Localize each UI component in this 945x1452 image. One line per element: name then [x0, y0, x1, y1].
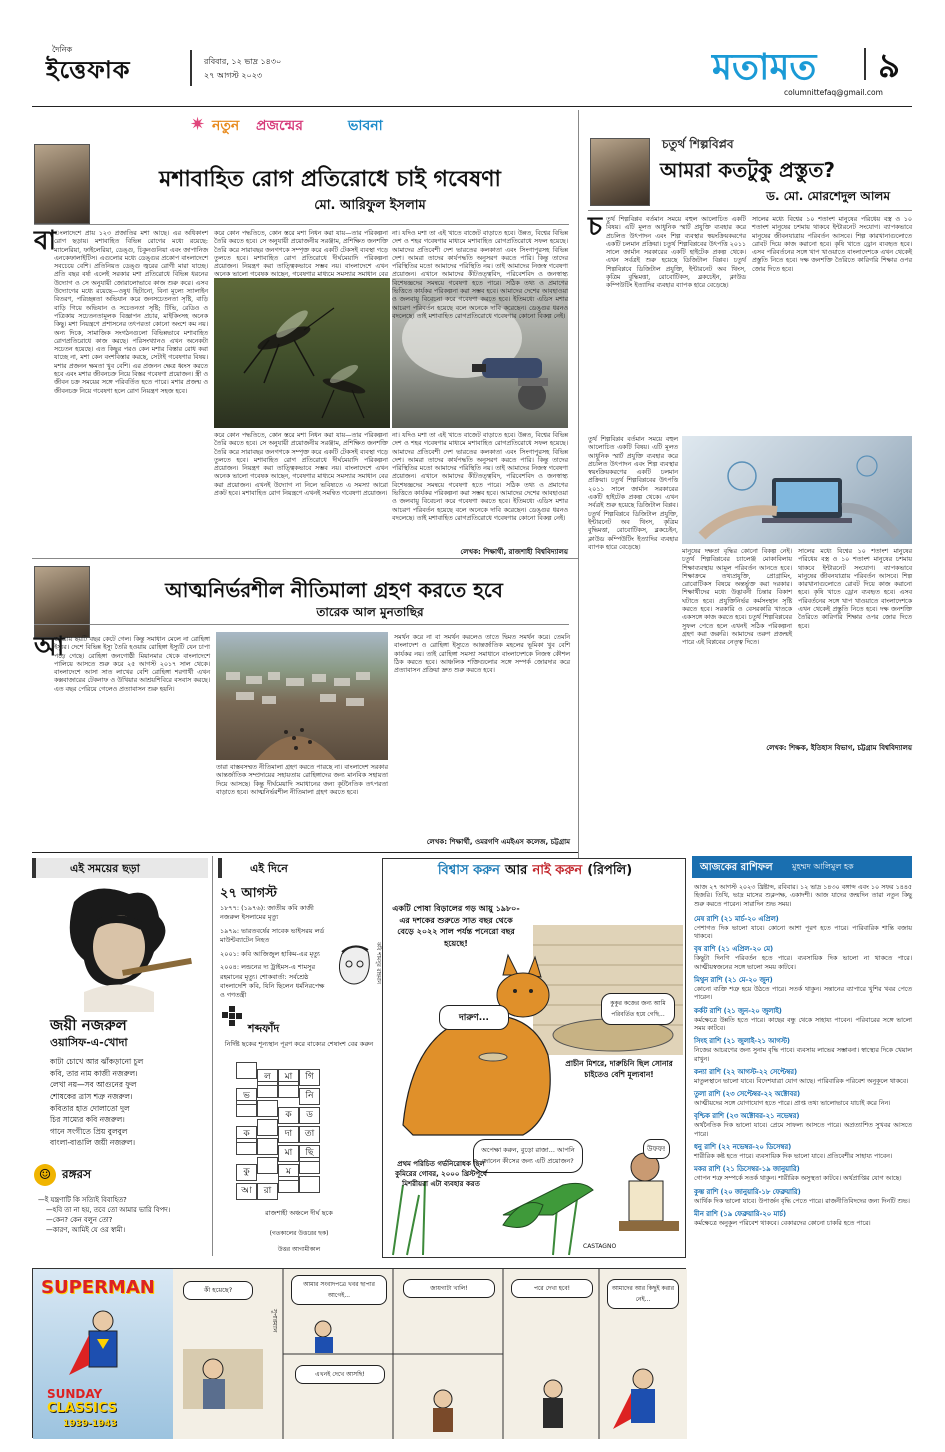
rashi-text: অর্থনৈতিক দিক ভালো যাবে। প্রেমে সাফল্য আসতে পারে। অপ্রত্যাশিত সুখবর আসতে পারে। — [694, 1122, 912, 1138]
issue-date-bn: রবিবার, ১২ ভাদ্র ১৪৩০ — [204, 57, 282, 66]
puzzle-cell[interactable]: ছি — [299, 1145, 320, 1162]
rashi-name: মিথুন রাশি (২১ মে-২০ জুন) — [694, 976, 773, 985]
rashifal-header — [692, 856, 912, 878]
ripley-title-c: নাই করুন — [532, 863, 583, 878]
word-puzzle-instruction: নির্দিষ্ট ছকের শূন্যস্থান পূরণ করে বাক্যের শেষাংশ বের করুন — [224, 1040, 374, 1048]
article1-title[interactable]: মশাবাহিত রোগ প্রতিরোধে চাই গবেষণা — [159, 167, 501, 192]
chhara-header — [32, 858, 208, 878]
article2-author: ড. মো. মোরশেদুল আলম — [766, 189, 890, 203]
tech-hands-photo — [682, 436, 912, 544]
article2-kicker: চতুর্থ শিল্পবিপ্লব — [662, 137, 734, 151]
rashi-text: পেশাগত দিক ভালো যাবে। কোনো আশা পূরণ হতে পারে। পারিবারিক শান্তি বজায় থাকবে। — [694, 924, 912, 941]
event-item: ২০০৪: লন্ডনের দ্য ট্রাইমস-এ শামসুর রহমানের মৃত্যু। শোকবার্তা: সর্বশ্রেষ্ঠ বাংলাদেশি কবি, যিনি ছিলেন ধর্মনিরপেক্ষ ও গণতন্ত্রী — [220, 963, 325, 1000]
rashi-name: মীন রাশি (১৯ ফেব্রুয়ারি-২০ মার্চ) — [694, 1209, 787, 1218]
superman-bubble-4: জায়গাটা খালি! — [403, 1279, 495, 1298]
rashi-name: বৃষ রাশি (২১ এপ্রিল-২০ মে) — [694, 945, 774, 954]
rashifal-author: মুহম্মদ আলিমুল হক — [792, 862, 854, 871]
superman-subtitle-b: CLASSICS — [47, 1401, 118, 1416]
word-puzzle-answer-note: উত্তর আগামীকাল — [277, 1246, 321, 1253]
article2-title[interactable]: আমরা কতটুকু প্রস্তুত? — [660, 158, 835, 182]
ei-dine-header — [218, 858, 374, 878]
rashi-name: কন্যা রাশি (২২ আগস্ট-২২ সেপ্টেম্বর) — [694, 1067, 798, 1076]
superman-credit: সুপারম্যান — [271, 1309, 278, 1333]
word-puzzle-prev: (গতকালের উত্তরের ছক) — [269, 1230, 329, 1237]
ripley-panel-3: প্রথম পরিচিত গর্ভনিরোধক ছিল কুমিরের গোবর, ২০০০ খ্রিস্টপূর্বে মিশরীয়রা এটা ব্যবহার করত — [395, 1160, 487, 1189]
author-photo-arif — [34, 144, 90, 224]
rashi-name: বৃশ্চিক রাশি (২৩ অক্টোবর-২১ নভেম্বর) — [694, 1112, 800, 1121]
event-item: ১৮৭৭: (১৯৭৬): জাতীয় কবি কাজী নজরুল ইসলামের মৃত্যু — [220, 904, 314, 922]
joke-line: —কেন? কেন বলুন তো? — [46, 1215, 113, 1224]
article2-col2: সালের মধ্যে বিশ্বের ১০ শতাংশ মানুষের পরিধেয় বস্ত্র ও ১০ শতাংশ মানুষের চশমায় থাকবে ইন্টারনেট সংযোগ। ব্যাপকভাবে মানুষের জীবনযাত্রায় পরিবর্তন আসবে। শিল্প কারখানাগুলোতে রোবট দিয়ে কাজ করানো হবে। কৃষি খাতে ড্রোন ব্যবহৃত হবে। এসব পরিবর্তনের সঙ্গে খাপ খাওয়াতে বাংলাদেশকে এখন থেকেই প্রস্তুতি নিতে হবে। দক্ষ জনশক্তি তৈরিতে কারিগরি শিক্ষার ওপর জোর দিতে হবে। — [752, 216, 912, 273]
rashi-name: মেষ রাশি (২১ মার্চ-২০ এপ্রিল) — [694, 914, 779, 923]
ei-dine-title: এই দিনে — [250, 862, 288, 875]
people-icon: ✷ — [190, 114, 206, 135]
puzzle-cell[interactable]: নি — [299, 1088, 320, 1105]
puzzle-cell[interactable]: ভ — [236, 1088, 257, 1105]
puzzle-cell[interactable]: ক — [236, 1126, 257, 1143]
chhara-section-title: এই সময়ের ছড়া — [70, 862, 140, 875]
superman-bubble-5: পরে দেখা হবে! — [511, 1279, 593, 1298]
ripley-bubble-2: কুকুর কজের জন্য আমি পরিবর্তিত হয়ে গেছি... — [601, 993, 675, 1025]
article3-rule — [34, 624, 569, 625]
masthead-divider — [190, 50, 192, 86]
article3-signature: লেখক: শিক্ষার্থী, ওমরগণি এমইএস কলেজ, চট্টগ্রাম — [426, 838, 570, 846]
poem-line: কবিতার হাত দোলাতো দুল — [50, 1103, 130, 1113]
rashifal-list — [694, 884, 912, 1444]
article1-col3-bottom: না। যদিও মশা তা এই খাতে বাজেট বাড়াতে হবে। উন্নত, বিশ্বের বিভিন্ন দেশ ও শহর গবেষণার মাধ্যমে মশাবাহিত রোগপ্রতিরোধে সফল হয়েছে। আমাদের প্রতিবেশী দেশ ভারতের কলকাতা এবং সিংগাপুরসহ বিভিন্ন দেশ। আমরা তাদের কার্যপদ্ধতি অনুসরণ করতে পারি। কিন্তু তাদের পরিস্থিতির মতো আমাদের পরিস্থিতি নয়। তাই আমাদের নিজস্ব গবেষণা প্রয়োজন। এখানে আমাদের কীটতত্ত্ববিদ, পরিবেশবিদ ও জনস্বাস্থ্য বিশেষজ্ঞদের সমন্বয়ে গবেষণা হতে পারে। সঠিক তথ্য ও প্রমাণের ভিত্তিতে কার্যকর পরিকল্পনা করা সম্ভব হবে। আমাদের দেশের আবহাওয়া ও জলবায়ু বিবেচনা করে গবেষণা করতে হবে। ইতিমধ্যে এডিস মশার আচরণ পরিবর্তন হয়েছে বলে অনেকে দাবি করেছেন। ডেঙ্গুর ধরনও বদলেছে। তাই মশাবাহিত রোগপ্রতিরোধে গবেষণার কোনো বিকল্প নেই। — [392, 432, 568, 522]
rashi-name: মকর রাশি (২১ ডিসেম্বর-১৯ জানুয়ারি) — [694, 1165, 800, 1174]
puzzle-row — [236, 1119, 336, 1138]
article3-col1: জ প্রায় ছয়টি বছর কেটে গেল। কিন্তু সমাধান মেলে না রোহিঙ্গা ইস্যুর। দেশে বিভিন্ন ইস্যু তৈরি হওয়ায় রোহিঙ্গা ইস্যুটি যেন চাপা পড়ে গেছে। রোহিঙ্গা জনগোষ্ঠী মিয়ানমার থেকে বাংলাদেশে পালিয়ে আসতে শুরু করে ২৫ আগস্ট ২০১৭ সাল থেকে। বাংলাদেশে আসা সাত লাখের বেশি রোহিঙ্গা শরণার্থী এখন কক্সবাজারের টেকনাফ ও উখিয়ার আশ্রয়শিবিরে বসবাস করছে। এত বছর পেরিয়ে গেলেও প্রত্যাবাসন শুরু হয়নি। — [54, 636, 210, 693]
puzzle-cell[interactable] — [257, 1138, 278, 1155]
column-email[interactable]: columnittefaq@gmail.com — [784, 88, 883, 97]
puzzle-icon — [222, 1006, 242, 1026]
rashifal-title: আজকের রাশিফল — [700, 862, 773, 873]
puzzle-row — [236, 1157, 336, 1176]
puzzle-row — [236, 1176, 336, 1195]
article2-col1: তুর্থ শিল্পবিপ্লব বর্তমান সময়ে বহুল আলোচিত একটি বিষয়। এটি মূলত আধুনিক স্মার্ট প্রযুক্তি ব্যবহার করে প্রচলিত উৎপাদন এবং শিল্প ব্যবস্থার স্বয়ংক্রিয়করণের একটি চলমান প্রক্রিয়া। চতুর্থ শিল্পবিপ্লবের উৎপত্তি ২০১১ সালে জার্মান সরকারের একটি হাইটেক প্রকল্প থেকে। এখন সর্বত্রই শুরু হয়েছে ডিজিটাল বিপ্লব। চতুর্থ শিল্পবিপ্লবে ডিজিটাল প্রযুক্তি, ইন্টারনেট অব থিংস, কৃত্রিম বুদ্ধিমত্তা, রোবোটিকস, ব্লকচেইন, ক্লাউড কম্পিউটিং ইত্যাদির ব্যবহার ব্যাপক হারে বেড়েছে। — [606, 216, 746, 290]
puzzle-cell[interactable] — [257, 1081, 278, 1098]
article2-col4: সালের মধ্যে বিশ্বের ১০ শতাংশ মানুষের পরিধেয় বস্ত্র ও ১০ শতাংশ মানুষের চশমায় থাকবে ইন্টারনেট সংযোগ। ব্যাপকভাবে মানুষের জীবনযাত্রায় পরিবর্তন আসবে। শিল্প কারখানাগুলোতে রোবট দিয়ে কাজ করানো হবে। কৃষি খাতে ড্রোন ব্যবহৃত হবে। এসব পরিবর্তনের সঙ্গে খাপ খাওয়াতে বাংলাদেশকে এখন থেকেই প্রস্তুতি নিতে হবে। দক্ষ জনশক্তি তৈরিতে কারিগরি শিক্ষার ওপর জোর দিতে হবে। — [798, 548, 912, 630]
banner-text-a: নতুন — [212, 118, 240, 134]
puzzle-cell[interactable]: ক — [278, 1107, 299, 1124]
word-puzzle-hint: রাজশাহী অঞ্চলে দীর্ঘ ছকে — [265, 1209, 333, 1217]
ripley-bubble-3: অপেক্ষা করুন, বুড়ো রাজা... আপনি জানেন কীসের জন্য এটি প্রয়োজন? — [473, 1139, 583, 1173]
poem-line: লেখা নয়—সব আগুনের ফুল — [50, 1080, 137, 1090]
poem-line: চির সাম্যের কবি নজরুল। — [50, 1115, 125, 1125]
article3-dropcap: আ — [34, 632, 65, 662]
ripley-bubble-1: দারুণ... — [439, 1005, 509, 1030]
section-divider — [864, 48, 866, 80]
shamsur-sketch — [334, 940, 374, 992]
rashi-text: শারীরিক কষ্ট হতে পারে। ব্যবসায়িক দিক ভালো যাবে। প্রতিবেশীর সাহায্য পাবেন। — [694, 1153, 893, 1161]
rashi-text: কোনো ব্যক্তি শত্রু হয়ে উঠতে পারে। সতর্ক থাকুন। সন্তানের ব্যাপারে খুশির খবর পেতে পারেন। — [694, 986, 912, 1002]
joke-line: —কারণ, আমিই যে ওর স্বামী। — [46, 1225, 126, 1234]
author-photo-morshed — [590, 138, 650, 206]
puzzle-cell[interactable] — [236, 1062, 257, 1079]
paper-small-label: দৈনিক — [52, 45, 73, 54]
puzzle-cell[interactable] — [299, 1157, 320, 1174]
masthead — [32, 40, 912, 100]
rashi-name: তুলা রাশি (২৩ সেপ্টেম্বর-২২ অক্টোবর) — [694, 1090, 801, 1099]
puzzle-cell[interactable] — [257, 1119, 278, 1136]
superman-bubble-3: এখনই দেখে আসছি! — [295, 1365, 385, 1384]
article1-dropcap: বা — [34, 226, 57, 256]
rashi-text: মাতুলস্থানে ভালো যাবে। বিদেশযাত্রা যোগ আছে। পারিবারিক পরিবেশ অনুকূলে থাকবে। — [694, 1077, 909, 1085]
superman-years: 1939-1943 — [63, 1419, 117, 1429]
superman-bubble-1: কী হয়েছে? — [183, 1281, 253, 1300]
rashi-text: কর্মক্ষেত্রে অনুকূল পরিবেশ থাকবে। বেকারদের কোনো চাকরি হতে পারে। — [694, 1219, 871, 1227]
ripley-bubble-4: উফফ! — [643, 1139, 670, 1159]
rashi-name: সিংহ রাশি (২১ জুলাই-২১ আগস্ট) — [694, 1037, 790, 1046]
ripley-title-b: আর — [505, 863, 528, 878]
article2-dropcap: চ — [588, 212, 603, 242]
puzzle-cell[interactable]: রা — [257, 1183, 278, 1200]
ripley-title-d: (রিপলি) — [587, 863, 633, 878]
puzzle-cell[interactable]: মা — [278, 1145, 299, 1162]
issue-date-en: ২৭ আগস্ট ২০২৩ — [204, 71, 263, 80]
poem-lines — [50, 1056, 210, 1149]
rashi-name: কুম্ভ রাশি (২০ জানুয়ারি-১৮ ফেব্রুয়ারি) — [694, 1187, 801, 1196]
article1-col1: ংলাদেশে প্রায় ১২৩ প্রজাতির মশা আছে। এর অধিকাংশ রোগ ছড়ায়। মশাবাহিত বিভিন্ন রোগের মধ্যে রয়েছে: ম্যালেরিয়া, ফাইলেরিয়া, ডেঙ্গু, চিকুনগুনিয়া এবং জাপানিজ এনকেফালাইটিস। এগুলোর মধ্যে ডেঙ্গুর প্রকোপ বাংলাদেশে সবচেয়ে বেশি। প্রতিনিয়ত ডেঙ্গু জ্বরের রোগী মারা যাচ্ছে। প্রতি বছর বর্ষা এলেই সরকার মশা প্রতিরোধে বিভিন্ন ধরনের উদ্যোগ ও সে অনুযায়ী জোরালোভাবে কাজ শুরু করে। এসব উদ্যোগের মধ্যে রয়েছে—ওষুধ ছিটানো, বিনা মূল্যে স্যালাইন বিতরণ, পরিচ্ছন্নতা অভিযান করে জনসচেতনতা সৃষ্টি, বাড়ি বাড়ি গিয়ে অভিযান ও সচেতনতা সৃষ্টি; টিভি, রেডিও ও পত্রিকায় সচেতনতামূলক বিজ্ঞাপন প্রচার, মাইকিংসহ অনেক কিছু। মশা নিয়ন্ত্রণে প্রশাসনের তৎপরতা কোনো অংশে কম নয়। অন্য দিকে, সামাজিক সংগঠনগুলো বিভিন্নভাবে মশাবাহিত রোগপ্রতিরোধে কাজ করছে। পরিসংখ্যানও এখন অনেকটা সচেতন হয়েছে। এত কিছুর পরও কেন মশার বিস্তার রোধ করা যাচ্ছে না, মশা কেন বংশবিস্তার করছে, সেটাই গবেষণার বিষয়। মশার প্রজনন ক্ষমতা খুব বেশি। এর প্রজনন ক্ষেত্র ধ্বংস করতে হবে এবং মশার জীবনচক্র নিয়ে বিস্তর গবেষণা প্রয়োজন। স্ত্রী ও জীবন চক্র সময়ের সঙ্গে পরিবর্তিত হতে পারে। মশার প্রজন্ম ও জীবনচক্র নিয়ে গবেষণা হলে রোগ নিয়ন্ত্রণ সহজ হবে। — [54, 230, 208, 395]
puzzle-row — [236, 1062, 336, 1081]
ripley-credit: CASTAGNO — [583, 1243, 617, 1250]
shamsur-caption: কবি শামসুর রাহমান — [375, 942, 381, 984]
poem-line: কাটা চোখে আর ঝাঁকড়ানো চুল — [50, 1057, 144, 1066]
rashi-text: আর্থিক দিক ভালো যাবে। উপার্জন বৃদ্ধি পেতে পারে। রাজনীতিবিদদের জন্য দিনটি শুভ। — [694, 1197, 910, 1205]
article2-col3: মানুষের দক্ষতা বৃদ্ধির কোনো বিকল্প নেই। চতুর্থ শিল্পবিপ্লবের চ্যালেঞ্জ মোকাবিলায় শিক্ষাব্যবস্থায় আমূল পরিবর্তন আনতে হবে। শিক্ষাক্রমে তথ্যপ্রযুক্তি, প্রোগ্রামিং, রোবোটিকস বিষয়ে অন্তর্ভুক্ত করা দরকার। শিক্ষার্থীদের মধ্যে উদ্ভাবনী চিন্তার বিকাশ ঘটাতে হবে। প্রযুক্তিনির্ভর কর্মসংস্থান সৃষ্টি করতে হবে। সরকারি ও বেসরকারি খাতকে একসঙ্গে কাজ করতে হবে। চতুর্থ শিল্পবিপ্লবের সুফল পেতে হলে এখনই সঠিক পরিকল্পনা গ্রহণ করা জরুরি। আমাদের তরুণ প্রজন্মই পারে এই বিপ্লবের নেতৃত্ব দিতে। — [682, 548, 792, 647]
nazrul-portrait — [34, 882, 208, 1012]
superman-bubble-2: আমার সংবাদপত্রে খবর ছাপার আগেই... — [291, 1275, 387, 1305]
rashifal-intro: আজ ২৭ আগস্ট ২০২৩ খ্রিষ্টাব্দ, রবিবার। ১২ ভাদ্র ১৪৩০ বঙ্গাব্দ এবং ১০ সফর ১৪৪৫ হিজরি। তিথি, ভাদ্র মাসের শুক্লপক্ষ, একাদশী। আজ যাদের জন্মদিন তারা নতুন কিছু শুরু করতে পারেন। সারাদিন শুভ সময়। — [694, 884, 912, 908]
masthead-rule — [32, 106, 912, 107]
ei-dine-date: ২৭ আগস্ট — [220, 886, 277, 901]
joke-line: —ই যন্ত্রণাটি কি সত্যিই বিবাহিত? — [38, 1196, 127, 1204]
banner-text-c: ভাবনা — [348, 118, 383, 134]
column-divider-left — [212, 856, 213, 1256]
joke-line: —হবি তা না হয়, তবে তো আমার ভারি বিপদ। — [46, 1205, 171, 1214]
puzzle-cell[interactable]: দা — [278, 1126, 299, 1143]
puzzle-cell[interactable]: তা — [299, 1126, 320, 1143]
poem-line: বাংলা-বাঙালি জয়ী নজরুল। — [50, 1138, 136, 1148]
section-rule-2 — [32, 852, 578, 853]
page-number: ৯ — [878, 46, 901, 86]
article1-author: মো. আরিফুল ইসলাম — [314, 198, 426, 213]
newspaper-logo[interactable]: ইত্তেফাক — [46, 55, 131, 84]
rashi-text: কিছুটা দিনগি পরিবর্তন হতে পারে। ব্যবসায়িক দিক ভালো না থাকতে পারে। আত্মীয়স্বজনের সঙ্গে ভালো সময় কাটবে। — [694, 955, 912, 971]
puzzle-cell[interactable] — [257, 1100, 278, 1117]
puzzle-cell[interactable]: আ — [236, 1183, 257, 1200]
article3-col2: তারা বাস্তবসম্মত নীতিমালা গ্রহণ করতে পারছে না। বাংলাদেশ সরকার আন্তর্জাতিক সম্প্রদায়ের সহায়তায় রোহিঙ্গাদের জন্য মানবিক সহায়তা দিয়ে আসছে। কিন্তু দীর্ঘমেয়াদি সমাধানের জন্য কূটনৈতিক তৎপরতা বাড়াতে হবে। আত্মনির্ভরশীল নীতিমালা গ্রহণ করতে হবে। — [216, 764, 388, 796]
puzzle-cell[interactable]: কু — [236, 1164, 257, 1181]
poem-line: কবি, তার নাম কাজী নজরুল। — [50, 1068, 138, 1078]
puzzle-row — [236, 1138, 336, 1157]
ripley-panel-2: প্রাচীন মিশরে, দারুচিনি ছিল সোনার চাইতেও বেশি মূল্যবান! — [565, 1059, 673, 1079]
puzzle-cell[interactable]: গি — [299, 1069, 320, 1086]
puzzle-row — [236, 1081, 336, 1100]
rongorosh-lines — [38, 1196, 208, 1235]
ripley-title-bar — [383, 859, 687, 885]
event-item: ১৯৭৯: ভারতবর্ষের সাবেক ভাইসরয় লর্ড মাউন্টব্যাটেন নিহত — [220, 926, 325, 945]
youth-banner — [190, 112, 440, 140]
event-item: ২০০১: কবি আজিজুল হাকিম-এর মৃত্যু — [220, 949, 320, 958]
superman-subtitle-a: SUNDAY — [47, 1387, 103, 1401]
rashi-text: নিজের আচরণের জন্য সুনাম বৃদ্ধি পাবে। ব্যবসায় লাভের সম্ভাবনা। স্বাস্থ্যের দিকে খেয়াল রাখুন। — [694, 1047, 912, 1063]
poem-title: জয়ী নজরুল — [50, 1016, 127, 1034]
puzzle-cell[interactable] — [278, 1081, 299, 1098]
rashi-text: আত্মীয়দের সঙ্গে যোগাযোগ হতে পারে। প্রাপ্ত তথ্য ভালোভাবে যাচাই করে নিন। — [694, 1100, 891, 1108]
ripley-panel-1: একটি পোষা বিড়ালের গড় আয়ু ১৯৮০-এর দশকের শুরুতে সাত বছর থেকে বেড়ে ২০২২ সাল পর্যন্ত পনেরো বছর হয়েছে! — [392, 904, 520, 948]
section-rule-1 — [32, 558, 578, 559]
article1-col2-top: করে কোন পদ্ধতিতে, কোন স্তরে মশা নিধন করা যায়—তার পরিকল্পনা তৈরি করতে হবে। সে অনুযায়ী প্রয়োজনীয় সরঞ্জাম, প্রশিক্ষিত জনশক্তি তৈরি করে সারাবছর জনগণকে সম্পৃক্ত করে একটি টেকসই ব্যবস্থা গড়ে তুলতে হবে। মশাবাহিত রোগ প্রতিরোধে দীর্ঘমেয়াদি পরিকল্পনা প্রয়োজন। নিয়ন্ত্রণ করা তাত্ত্বিকভাবে সম্ভব নয়। বাংলাদেশে এখন অনেক ভালো গবেষক আছেন, গবেষণার মাধ্যমে সমস্যার সমাধান বের — [214, 230, 388, 279]
rashi-text: গোপন শত্রু সম্পর্কে সতর্ক থাকুন। শারীরিক অসুস্থতা কাটবে। অর্থপ্রাপ্তির যোগ আছে। — [694, 1175, 902, 1183]
poem-author: ওয়াসিফ-এ-খোদা — [50, 1036, 128, 1049]
puzzle-cell[interactable] — [278, 1176, 299, 1193]
article1-col3: না। যদিও মশা তা এই খাতে বাজেট বাড়াতে হবে। উন্নত, বিশ্বের বিভিন্ন দেশ ও শহর গবেষণার মাধ্যমে মশাবাহিত রোগপ্রতিরোধে সফল হয়েছে। আমাদের প্রতিবেশী দেশ ভারতের কলকাতা এবং সিংগাপুরসহ বিভিন্ন দেশ। আমরা তাদের কার্যপদ্ধতি অনুসরণ করতে পারি। কিন্তু তাদের পরিস্থিতির মতো আমাদের পরিস্থিতি নয়। তাই আমাদের নিজস্ব গবেষণা প্রয়োজন। এখানে আমাদের কীটতত্ত্ববিদ, পরিবেশবিদ ও জনস্বাস্থ্য বিশেষজ্ঞদের সমন্বয়ে গবেষণা হতে পারে। সঠিক তথ্য ও প্রমাণের ভিত্তিতে কার্যকর পরিকল্পনা করা সম্ভব হবে। আমাদের দেশের আবহাওয়া ও জলবায়ু বিবেচনা করে গবেষণা করতে হবে। ইতিমধ্যে এডিস মশার আচরণ পরিবর্তন হয়েছে বলে অনেকে দাবি করেছেন। ডেঙ্গুর ধরনও বদলেছে। তাই মশাবাহিত রোগপ্রতিরোধে গবেষণার কোনো বিকল্প নেই। — [392, 230, 568, 320]
rashi-name: কর্কট রাশি (২১ জুন-২০ জুলাই) — [694, 1006, 782, 1015]
puzzle-row — [236, 1100, 336, 1119]
theatre-mask-icon: ☺ — [34, 1164, 56, 1186]
ripley-title-a: বিশ্বাস করুন — [437, 863, 500, 878]
puzzle-cell[interactable] — [257, 1157, 278, 1174]
superman-bubble-6: আমাদের আর কিছুই করার নেই... — [607, 1279, 679, 1309]
superman-title-panel — [33, 1269, 173, 1439]
superman-logo: SUPERMAN — [41, 1277, 155, 1298]
puzzle-cell[interactable] — [299, 1176, 320, 1193]
article2-col1-cont: তুর্থ শিল্পবিপ্লব বর্তমান সময়ে বহুল আলোচিত একটি বিষয়। এটি মূলত আধুনিক স্মার্ট প্রযুক্তি ব্যবহার করে প্রচলিত উৎপাদন এবং শিল্প ব্যবস্থার স্বয়ংক্রিয়করণের একটি চলমান প্রক্রিয়া। চতুর্থ শিল্পবিপ্লবের উৎপত্তি ২০১১ সালে জার্মান সরকারের একটি হাইটেক প্রকল্প থেকে। এখন সর্বত্রই শুরু হয়েছে ডিজিটাল বিপ্লব। চতুর্থ শিল্পবিপ্লবে ডিজিটাল প্রযুক্তি, ইন্টারনেট অব থিংস, কৃত্রিম বুদ্ধিমত্তা, রোবোটিকস, ব্লকচেইন, ক্লাউড কম্পিউটিং ইত্যাদির ব্যবহার ব্যাপক হারে বেড়েছে। — [588, 436, 678, 551]
word-puzzle-title: শব্দফাঁদ — [248, 1022, 280, 1035]
article3-title[interactable]: আত্মনির্ভরশীল নীতিমালা গ্রহণ করতে হবে — [165, 578, 503, 602]
superman-strip — [32, 1268, 686, 1438]
superman-figure — [63, 1305, 143, 1385]
article2-signature: লেখক: শিক্ষক, ইতিহাস বিভাগ, চট্টগ্রাম বিশ্ববিদ্যালয় — [766, 744, 912, 752]
rashi-name: ধনু রাশি (২২ নভেম্বর-২০ ডিসেম্বর) — [694, 1143, 792, 1152]
poem-line: শোষকের ত্রাস শত্রু নজরুল। — [50, 1091, 133, 1101]
puzzle-cell[interactable]: মা — [278, 1069, 299, 1086]
article1-signature: লেখক: শিক্ষার্থী, রাজশাহী বিশ্ববিদ্যালয় — [460, 548, 568, 556]
article1-col2-bottom: করে কোন পদ্ধতিতে, কোন স্তরে মশা নিধন করা যায়—তার পরিকল্পনা তৈরি করতে হবে। সে অনুযায়ী প্রয়োজনীয় সরঞ্জাম, প্রশিক্ষিত জনশক্তি তৈরি করে সারাবছর জনগণকে সম্পৃক্ত করে একটি টেকসই ব্যবস্থা গড়ে তুলতে হবে। মশাবাহিত রোগ প্রতিরোধে দীর্ঘমেয়াদি পরিকল্পনা প্রয়োজন। নিয়ন্ত্রণ করা তাত্ত্বিকভাবে সম্ভব নয়। বাংলাদেশে এখন অনেক ভালো গবেষক আছেন, গবেষণার মাধ্যমে সমস্যার সমাধান বের করা প্রয়োজন। এখনই উদ্যোগ না নিলে ভবিষ্যতে এ সমস্যা আরো প্রকট হবে। মশাবাহিত রোগ নিয়ন্ত্রণে এখনই সমন্বিত গবেষণা প্রয়োজন। — [214, 432, 388, 498]
banner-text-b: প্রজন্মের — [256, 118, 303, 134]
article1-rule — [34, 224, 569, 225]
refugee-camp-photo — [216, 632, 388, 760]
rongorosh-title: রঙ্গরস — [62, 1167, 92, 1181]
article3-author: তারেক আল মুনতাছির — [316, 605, 424, 619]
poem-line: গানে সংগীতে প্রিয় বুলবুল — [50, 1126, 128, 1136]
rashi-text: কর্মক্ষেত্রে উন্নতি হতে পারে। কাছের বন্ধু থেকে সাহায্য পাবেন। পরিবারের সঙ্গে ভালো সময় কাটবে। — [694, 1016, 912, 1032]
puzzle-cell[interactable] — [236, 1138, 257, 1155]
article3-col3: সমর্থন করে না বা সমর্থন করলেও তাতে দ্বিমত সমর্থন করে। তেমনি বাংলাদেশ ও রোহিঙ্গা ইস্যুতে আন্তর্জাতিক মহলের ভূমিকা খুব বেশি কার্যকর নয়। তাই রোহিঙ্গা সমস্যা সমাধানে বাংলাদেশকে নিজস্ব কৌশল ঠিক করতে হবে। আঞ্চলিক শক্তিগুলোর সঙ্গে সম্পর্ক জোরদার করে প্রত্যাবাসন প্রক্রিয়া দ্রুত শুরু করতে হবে। — [394, 634, 570, 675]
mosquito-photo — [214, 278, 390, 428]
section-title: মতামত — [712, 47, 817, 88]
ei-dine-events — [220, 904, 330, 1001]
article2-rule — [588, 210, 912, 211]
word-puzzle-grid[interactable] — [236, 1062, 336, 1195]
ripley-box — [382, 858, 686, 1258]
author-photo-tarek — [34, 566, 90, 638]
puzzle-cell[interactable]: ম — [278, 1164, 299, 1181]
puzzle-cell[interactable]: ড — [299, 1107, 320, 1124]
puzzle-cell[interactable]: ল — [257, 1069, 278, 1086]
puzzle-cell[interactable] — [236, 1100, 257, 1117]
